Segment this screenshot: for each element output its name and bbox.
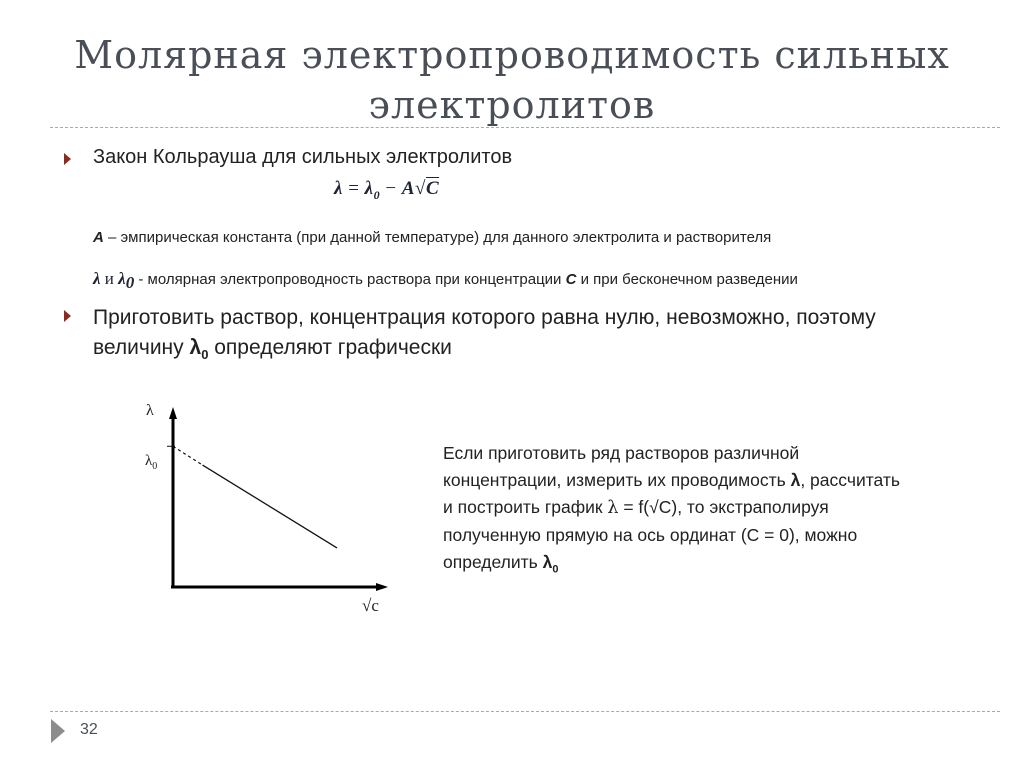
measured-line — [203, 465, 337, 548]
graph-explanation — [443, 440, 903, 584]
bullet2-text-1: Приготовить раствор, концентрация которого равна нулю, невозможно, поэтому величину — [93, 306, 876, 359]
definition-a — [93, 229, 771, 246]
definition-lambda0-symbol: λ — [118, 269, 126, 288]
bullet-arrow-icon — [64, 310, 71, 322]
kohlrausch-law-heading: Закон Кольрауша для сильных электролитов — [93, 146, 513, 168]
formula-A: A — [401, 178, 415, 199]
x-axis-arrow-icon — [376, 583, 388, 591]
y-intercept-lambda: λ — [145, 453, 153, 469]
note-lambda-plain: λ — [607, 498, 619, 518]
bullet2-lambda-sub: 0 — [201, 347, 209, 363]
definition-a-text: – эмпирическая константа (при данной температуре) для данного электролита и растворителя — [103, 229, 772, 246]
kohlrausch-formula — [334, 178, 439, 203]
x-axis-label: √c — [362, 596, 379, 615]
note-lambda-bold: λ — [790, 470, 801, 490]
definition-a-symbol: A — [93, 229, 104, 246]
y-axis-arrow-icon — [169, 407, 177, 419]
note-text-1: Если приготовить ряд растворов различной концентрации, измерить их проводимость — [443, 443, 800, 490]
formula-minus: − — [385, 178, 397, 199]
formula-lambda: λ — [334, 178, 343, 199]
definition-lambda — [93, 269, 798, 293]
definition-lambda0-sub: 0 — [125, 273, 135, 292]
formula-equals: = — [348, 178, 360, 199]
note-text-2: , рассчитать и построить график — [443, 470, 901, 517]
definition-c-symbol: C — [565, 271, 577, 288]
footer-arrow-icon — [51, 719, 65, 743]
definition-lambda-text-1: - молярная электропроводность раствора при концентрации — [134, 271, 566, 288]
note-lambda-final: λ — [542, 552, 553, 572]
definition-lambda-symbol: λ — [93, 269, 101, 288]
slide-title: Молярная электропроводимость сильных электролитов — [74, 33, 950, 127]
extrapolation-line — [173, 446, 203, 465]
bottom-divider — [50, 711, 1000, 712]
formula-C: C — [425, 178, 440, 199]
y-intercept-sub: 0 — [152, 461, 158, 472]
extrapolation-graph — [130, 395, 400, 625]
definition-lambda-text-2: и при бесконечном разведении — [576, 271, 798, 288]
note-text-3: = f(√C), то экстраполируя полученную прямую на ось ординат (C = 0), можно определить — [443, 497, 858, 572]
top-divider — [50, 127, 1000, 128]
page-number: 32 — [80, 721, 98, 738]
graphical-method-bullet — [93, 303, 953, 370]
y-intercept-label — [145, 453, 157, 472]
note-lambda-final-sub: 0 — [552, 563, 559, 576]
bullet2-lambda: λ — [189, 336, 202, 359]
definition-and: и — [100, 269, 119, 288]
bullet2-text-2: определяют графически — [208, 336, 452, 359]
formula-sub-0: 0 — [373, 187, 381, 202]
bullet-arrow-icon — [64, 153, 71, 165]
y-axis-label: λ — [146, 402, 154, 419]
formula-sqrt: √ — [415, 178, 426, 199]
plot-marks — [167, 446, 337, 548]
formula-lambda0: λ — [364, 178, 374, 199]
